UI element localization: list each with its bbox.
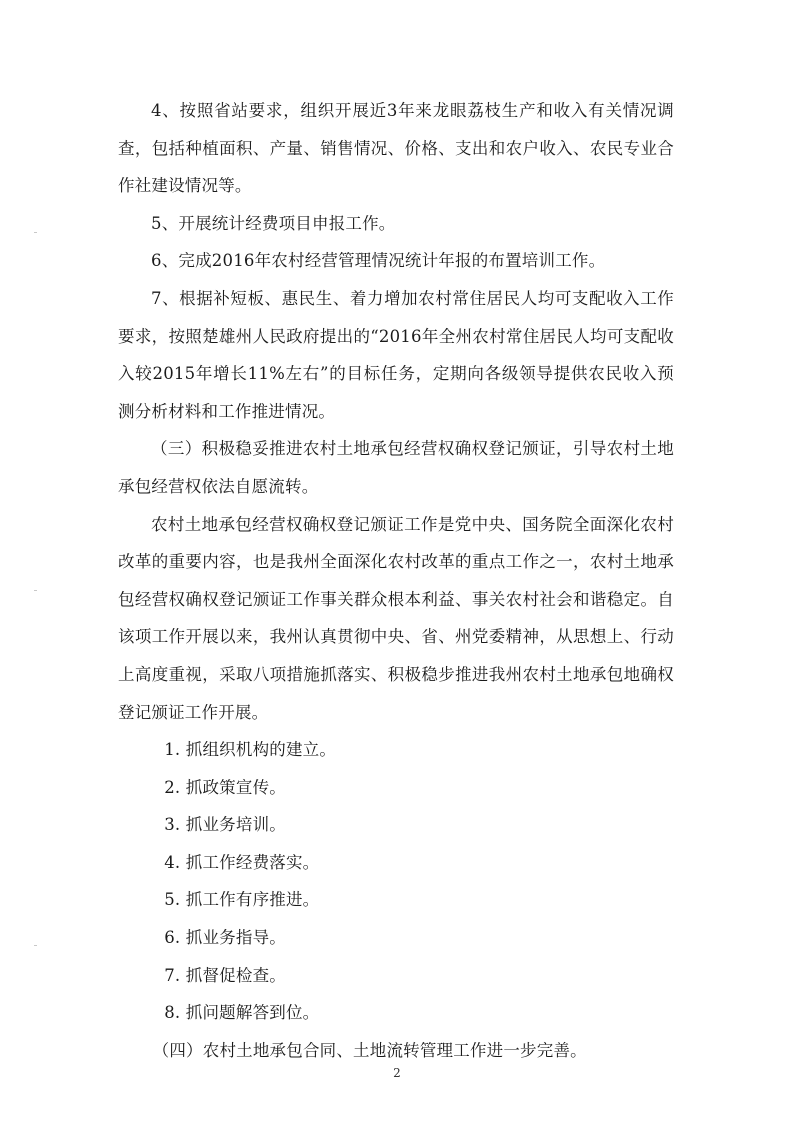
scan-edge-mark xyxy=(34,232,37,233)
measure-list-item: 6. 抓业务指导。 xyxy=(164,928,286,948)
measure-list-item: 3. 抓业务培训。 xyxy=(164,815,286,835)
scan-edge-mark xyxy=(34,590,37,591)
measure-list-item: 7. 抓督促检查。 xyxy=(164,965,286,985)
paragraph-item-5: 5、开展统计经费项目申报工作。 xyxy=(151,213,396,233)
paragraph-item-6: 6、完成2016年农村经营管理情况统计年报的布置培训工作。 xyxy=(151,251,606,271)
measure-list-item: 2. 抓政策宣传。 xyxy=(164,777,286,797)
section-heading-4: （四）农村土地承包合同、土地流转管理工作进一步完善。 xyxy=(152,1040,587,1060)
scan-edge-mark xyxy=(34,945,37,946)
measure-list-item: 5. 抓工作有序推进。 xyxy=(164,890,320,910)
paragraph-land-rights: 农村土地承包经营权确权登记颁证工作是党中央、国务院全面深化农村改革的重要内容，也是我州全面深化农村改革的重点工作之一，农村土地承包经营权确权登记颁证工作事关群众根本利益、事关农村社会和谐稳定。自该项工作开展以来，我州认真贯彻中央、省、州党委精神，从思想上、行动上高度重视，采取八项措施抓落实、积极稳步推进我州农村土地承包地确权登记颁证工作开展。 xyxy=(118,514,674,722)
paragraph-item-7: 7、根据补短板、惠民生、着力增加农村常住居民人均可支配收入工作要求，按照楚雄州人民政府提出的“2016年全州农村常住居民人均可支配收入较2015年增长11%左右”的目标任务，定期向各级领导提供农民收入预测分析材料和工作推进情况。 xyxy=(118,288,674,421)
measure-list-item: 4. 抓工作经费落实。 xyxy=(164,852,320,872)
measure-list-item: 8. 抓问题解答到位。 xyxy=(164,1003,320,1023)
paragraph-item-4: 4、按照省站要求，组织开展近3年来龙眼荔枝生产和收入有关情况调查，包括种植面积、产量、销售情况、价格、支出和农户收入、农民专业合作社建设情况等。 xyxy=(118,101,674,196)
body-text xyxy=(118,92,674,1069)
measure-list-item: 1. 抓组织机构的建立。 xyxy=(164,740,337,760)
section-heading-3: （三）积极稳妥推进农村土地承包经营权确权登记颁证，引导农村土地承包经营权依法自愿流转。 xyxy=(118,439,674,496)
page-number: 2 xyxy=(393,1066,401,1080)
